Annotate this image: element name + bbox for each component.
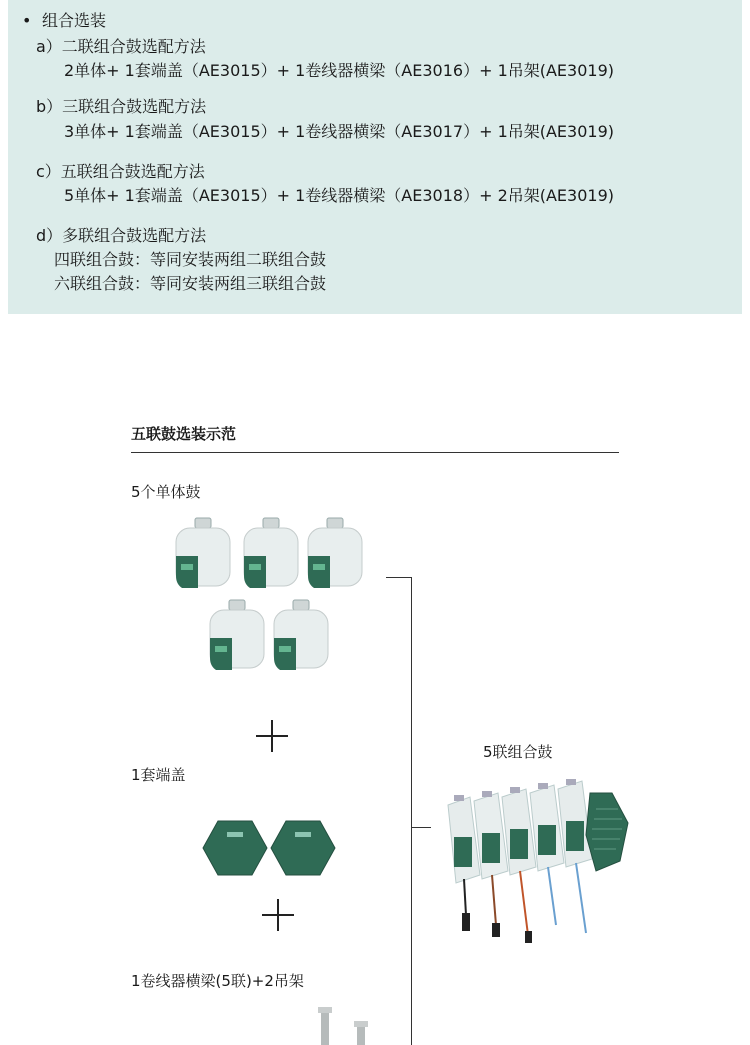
- bracket-line: [411, 577, 412, 1045]
- result-label: 5联组合鼓: [483, 743, 553, 761]
- combined-drum-icon: [440, 775, 635, 950]
- single-drum-icon: [168, 516, 238, 594]
- single-drum-icon: [202, 598, 272, 676]
- plus-icon: [262, 899, 294, 931]
- option-a-label: a）二联组合鼓选配方法: [36, 37, 206, 56]
- single-drum-icon: [266, 598, 336, 676]
- options-title: 组合选装: [42, 11, 107, 30]
- end-cap-label: 1套端盖: [131, 766, 186, 784]
- bullet: •: [22, 11, 32, 30]
- beam-label: 1卷线器横梁(5联)+2吊架: [131, 972, 304, 990]
- single-drums-label: 5个单体鼓: [131, 483, 201, 501]
- option-c-label: c）五联组合鼓选配方法: [36, 162, 205, 181]
- bracket-line: [386, 577, 411, 578]
- option-c-detail: 5单体+ 1套端盖（AE3015）+ 1卷线器横梁（AE3018）+ 2吊架(AE3019): [64, 186, 615, 205]
- end-cap-icon: [269, 818, 337, 878]
- beam-hanger-icon: [316, 1005, 376, 1045]
- option-a-detail: 2单体+ 1套端盖（AE3015）+ 1卷线器横梁（AE3016）+ 1吊架(AE3019): [64, 61, 615, 80]
- option-d-label: d）多联组合鼓选配方法: [36, 226, 207, 245]
- option-d-line-1: 四联组合鼓：等同安装两组二联组合鼓: [54, 250, 327, 269]
- single-drum-icon: [236, 516, 306, 594]
- demo-title: 五联鼓选装示范: [131, 425, 237, 443]
- end-cap-icon: [201, 818, 269, 878]
- option-b-label: b）三联组合鼓选配方法: [36, 97, 207, 116]
- plus-icon: [256, 720, 288, 752]
- bracket-line: [411, 827, 431, 828]
- single-drum-icon: [300, 516, 370, 594]
- option-b-detail: 3单体+ 1套端盖（AE3015）+ 1卷线器横梁（AE3017）+ 1吊架(AE3019): [64, 122, 615, 141]
- divider: [131, 452, 619, 453]
- option-d-line-2: 六联组合鼓：等同安装两组三联组合鼓: [54, 274, 327, 293]
- options-box: [8, 0, 742, 314]
